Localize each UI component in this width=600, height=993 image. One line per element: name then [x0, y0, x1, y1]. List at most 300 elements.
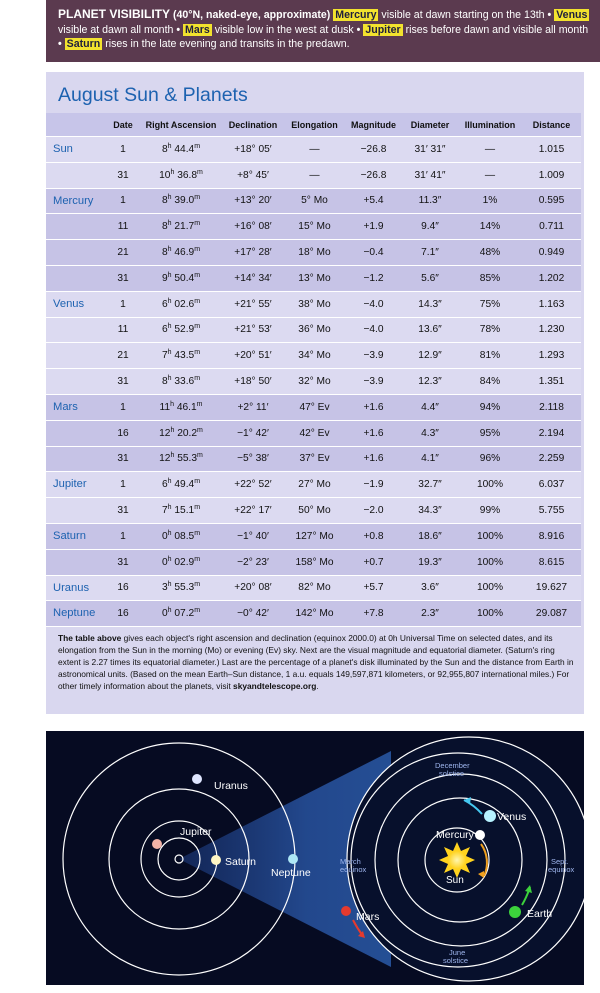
ra-hours: 6	[161, 479, 168, 491]
declination-cell: +18° 50′	[234, 376, 272, 388]
diameter-cell: 2.3″	[421, 608, 439, 620]
magnitude-cell: +1.6	[363, 401, 384, 413]
planet-name: Mars	[53, 400, 78, 413]
banner-mercury: Mercury	[335, 9, 377, 21]
magnitude-cell: +5.4	[363, 195, 384, 207]
ra-cell	[140, 318, 222, 343]
ra-minutes-unit: m	[194, 220, 201, 228]
ra-hours-unit: h	[170, 426, 175, 434]
ra-minutes-unit: m	[194, 504, 201, 512]
ra-cell	[140, 421, 222, 446]
diameter-cell: 14.3″	[418, 298, 442, 310]
elongation-cell: 158° Mo	[295, 556, 334, 568]
ra-minutes: 20.2	[177, 427, 198, 439]
magnitude-cell: −1.9	[363, 479, 384, 491]
label-march-equinox: equinox	[340, 865, 367, 874]
distance-cell: 29.087	[535, 608, 568, 620]
note-lead: The table above	[58, 633, 122, 643]
ra-minutes: 50.4	[174, 272, 195, 284]
illumination-cell: —	[484, 169, 496, 181]
ra-hours-unit: h	[167, 271, 172, 279]
banner-jupiter-text: rises before dawn and visible all month	[405, 23, 589, 36]
ra-minutes-unit: m	[197, 452, 203, 460]
mercury-dot	[475, 830, 485, 840]
note-link[interactable]: skyandtelescope.org	[233, 681, 317, 691]
ra-hours: 10	[159, 169, 171, 181]
elongation-cell: 34° Mo	[298, 350, 331, 362]
orbit-diagram	[46, 731, 584, 985]
ra-minutes: 55.3	[174, 582, 195, 594]
header-cell: Illumination	[464, 119, 516, 130]
ra-hours-unit: h	[170, 168, 175, 176]
diameter-cell: 4.3″	[421, 427, 439, 439]
mars-dot	[341, 906, 351, 916]
distance-cell: 0.711	[539, 221, 564, 233]
ra-minutes: 39.0	[174, 195, 195, 207]
ra-hours-unit: h	[167, 246, 172, 254]
illumination-cell: 84%	[479, 376, 501, 388]
label-june-solstice: solstice	[443, 956, 469, 965]
ra-hours: 12	[159, 453, 171, 465]
ra-hours-unit: h	[170, 400, 174, 408]
ra-hours: 7	[161, 505, 168, 517]
magnitude-cell: −3.9	[363, 376, 384, 388]
distance-cell: 0.949	[538, 247, 565, 259]
distance-cell: 1.202	[538, 272, 565, 284]
ra-hours: 0	[161, 556, 168, 568]
ra-hours-unit: h	[167, 607, 172, 615]
label-mars: Mars	[356, 911, 380, 923]
date-cell: 1	[120, 479, 126, 491]
saturn-dot	[211, 855, 221, 865]
illumination-cell: 100%	[476, 479, 504, 491]
elongation-cell: 36° Mo	[298, 324, 331, 336]
elongation-cell: 37° Ev	[299, 453, 330, 465]
table-row	[46, 576, 581, 602]
table-row	[46, 343, 581, 369]
declination-cell: +21° 53′	[234, 324, 272, 336]
banner-mercury-text: visible at dawn starting on the	[381, 9, 521, 21]
magnitude-cell: +0.8	[363, 530, 384, 542]
diameter-cell: 9.4″	[421, 221, 439, 233]
ra-minutes: 44.4	[174, 143, 195, 155]
header-cell: Declination	[228, 119, 278, 130]
ra-minutes-unit: m	[194, 478, 201, 486]
note-end: .	[316, 681, 319, 691]
neptune-dot	[288, 854, 298, 864]
ra-minutes: 02.6	[174, 298, 195, 310]
table-header-row	[46, 113, 581, 137]
declination-cell: +2° 11′	[237, 401, 269, 413]
ra-minutes-unit: m	[194, 323, 201, 331]
header-cell: Magnitude	[351, 119, 396, 130]
ra-minutes-unit: m	[197, 426, 203, 434]
date-cell: 11	[117, 324, 129, 336]
ra-cell	[140, 576, 222, 601]
ra-hours-unit: h	[167, 220, 172, 228]
ra-hours: 11	[159, 401, 171, 413]
ra-hours-unit: h	[170, 452, 175, 460]
banner-mars-text: visible low in the west at dusk	[214, 23, 354, 36]
illumination-cell: 100%	[476, 608, 504, 620]
illumination-cell: 85%	[479, 272, 501, 284]
earth-dot	[509, 906, 521, 918]
elongation-cell: 42° Ev	[299, 427, 330, 439]
ra-minutes: 21.7	[174, 221, 195, 233]
ra-hours-unit: h	[167, 349, 172, 357]
ra-minutes: 55.3	[177, 453, 198, 465]
declination-cell: −5° 38′	[237, 453, 269, 465]
ra-cell	[140, 137, 222, 162]
ra-hours-unit: h	[167, 504, 172, 512]
ra-hours: 8	[161, 143, 168, 155]
ra-minutes-unit: m	[194, 271, 201, 279]
elongation-cell: —	[309, 143, 320, 155]
ra-minutes-unit: m	[194, 142, 201, 150]
diameter-cell: 4.1″	[421, 453, 439, 465]
diameter-cell: 31′ 41″	[414, 169, 446, 181]
diameter-cell: 18.6″	[418, 530, 442, 542]
distance-cell: 2.118	[539, 401, 564, 413]
banner-separator: •	[356, 23, 361, 36]
magnitude-cell: −3.9	[363, 350, 384, 362]
header-cell: Distance	[532, 119, 571, 130]
orbit-diagram-svg	[46, 731, 584, 985]
magnitude-cell: −1.2	[363, 272, 384, 284]
venus-dot	[484, 810, 496, 822]
ra-hours: 0	[161, 608, 168, 620]
ra-minutes: 33.6	[174, 376, 195, 388]
table-row	[46, 524, 581, 550]
header-cell: Elongation	[291, 119, 338, 130]
label-saturn: Saturn	[225, 856, 256, 868]
illumination-cell: 96%	[479, 453, 501, 465]
distance-cell: 1.015	[538, 143, 565, 155]
ra-cell	[140, 189, 222, 214]
declination-cell: +22° 17′	[234, 505, 272, 517]
label-december-solstice: solstice	[439, 769, 465, 778]
magnitude-cell: −0.4	[363, 247, 384, 259]
ra-hours: 0	[161, 530, 168, 542]
declination-cell: +8° 45′	[237, 169, 269, 181]
diameter-cell: 4.4″	[421, 401, 439, 413]
sun-disk	[448, 851, 466, 869]
date-cell: 1	[120, 143, 126, 155]
ra-hours: 8	[161, 376, 168, 388]
ra-cell	[140, 498, 222, 523]
declination-cell: +21° 55′	[234, 298, 272, 310]
distance-cell: 1.163	[538, 298, 565, 310]
ra-hours: 12	[159, 427, 171, 439]
ra-cell	[140, 601, 222, 626]
diameter-cell: 3.6″	[421, 582, 439, 594]
planet-group-venus	[46, 292, 581, 395]
ra-hours-unit: h	[167, 555, 172, 563]
declination-cell: +20° 08′	[234, 582, 272, 594]
ra-minutes-unit: m	[194, 607, 201, 615]
jupiter-dot	[152, 839, 162, 849]
date-cell: 31	[117, 453, 129, 465]
date-cell: 16	[117, 582, 129, 594]
illumination-cell: 100%	[476, 582, 504, 594]
declination-cell: +14° 34′	[234, 272, 272, 284]
distance-cell: 1.009	[538, 169, 565, 181]
date-cell: 16	[117, 427, 129, 439]
ra-hours: 8	[161, 195, 168, 207]
distance-cell: 0.595	[538, 195, 565, 207]
elongation-cell: 5° Mo	[301, 195, 328, 207]
ra-minutes-unit: m	[194, 375, 201, 383]
ra-hours-unit: h	[167, 529, 172, 537]
ra-minutes-unit: m	[194, 297, 201, 305]
distance-cell: 1.351	[538, 376, 565, 388]
label-december: December	[435, 761, 470, 770]
ra-hours-unit: h	[167, 323, 172, 331]
header-cell: Diameter	[410, 119, 450, 130]
ra-cell	[140, 163, 222, 188]
ra-hours-unit: h	[167, 142, 172, 150]
elongation-cell: 38° Mo	[298, 298, 331, 310]
planet-name: Venus	[53, 297, 85, 310]
magnitude-cell: −26.8	[360, 169, 387, 181]
ra-minutes: 46.1	[176, 401, 197, 413]
ra-minutes-unit: m	[194, 581, 201, 589]
diameter-cell: 5.6″	[421, 272, 439, 284]
ra-cell	[140, 292, 222, 317]
ra-hours-unit: h	[167, 194, 172, 202]
illumination-cell: 99%	[479, 505, 501, 517]
ra-hours: 9	[161, 272, 168, 284]
diameter-cell: 7.1″	[421, 247, 439, 259]
declination-cell: +17° 28′	[234, 247, 272, 259]
elongation-cell: 13° Mo	[298, 272, 331, 284]
table-row	[46, 266, 581, 292]
date-cell: 31	[117, 169, 129, 181]
ra-cell	[140, 343, 222, 368]
planet-table	[46, 113, 581, 627]
declination-cell: +20° 51′	[234, 350, 272, 362]
banner-mars: Mars	[185, 23, 210, 36]
ra-minutes: 15.1	[174, 505, 195, 517]
ra-cell	[140, 472, 222, 497]
magnitude-cell: −26.8	[360, 143, 387, 155]
planet-group-sun	[46, 137, 581, 189]
planet-group-mercury	[46, 189, 581, 292]
illumination-cell: 100%	[476, 556, 504, 568]
illumination-cell: 75%	[479, 298, 501, 310]
ra-minutes: 08.5	[174, 530, 195, 542]
magnitude-cell: +5.7	[363, 582, 384, 594]
declination-cell: +18° 05′	[234, 143, 272, 155]
distance-cell: 19.627	[535, 582, 568, 594]
banner-separator: •	[58, 38, 62, 51]
header-cell: Date	[113, 119, 133, 130]
label-sept-equinox: equinox	[548, 865, 575, 874]
magnitude-cell: −4.0	[363, 324, 384, 336]
ra-minutes: 52.9	[174, 324, 195, 336]
label-march: March	[340, 857, 361, 866]
ra-cell	[140, 214, 222, 239]
date-cell: 21	[117, 247, 129, 259]
ra-hours: 7	[161, 350, 168, 362]
ra-cell	[140, 447, 222, 472]
date-cell: 11	[117, 221, 129, 233]
table-row	[46, 214, 581, 240]
date-cell: 31	[117, 505, 129, 517]
declination-cell: +22° 52′	[234, 479, 272, 491]
planet-name: Saturn	[53, 529, 86, 542]
ra-hours: 3	[161, 582, 168, 594]
diameter-cell: 19.3″	[418, 556, 442, 568]
date-cell: 1	[120, 195, 126, 207]
declination-cell: −2° 23′	[237, 556, 269, 568]
ra-cell	[140, 395, 222, 420]
illumination-cell: 100%	[476, 530, 504, 542]
distance-cell: 1.230	[538, 324, 565, 336]
date-cell: 31	[117, 272, 129, 284]
ra-hours: 6	[161, 324, 168, 336]
illumination-cell: 1%	[482, 195, 498, 207]
banner-lead-note: (40°N, naked-eye, approximate)	[172, 9, 331, 21]
note-text: gives each object's right ascension and declination (equinox 2000.0) at 0h Universal Time on selected dates, and its elongation from the Sun in the morning (Mo) or evening (Ev) sky. Next are the visual magnitude and equatorial diameter. (Saturn's ring extent is 2.27 times its equatorial diameter.) Last are the percentage of a planet's disk illuminated by the Sun and the distance from Earth in astronomical units. (Based on the mean Earth–Sun distance, 1 a.u. equals 149,597,871 kilometers, or 92,955,807 international miles.) For other timely information about the planets, visit	[58, 633, 574, 691]
planet-group-jupiter	[46, 472, 581, 524]
banner-saturn-text: rises in the late evening and transits in the predawn.	[105, 38, 350, 51]
declination-cell: +16° 08′	[234, 221, 272, 233]
ra-cell	[140, 550, 222, 575]
banner-separator: •	[547, 9, 552, 21]
table-row	[46, 163, 581, 189]
magnitude-cell: +7.8	[363, 608, 384, 620]
table-row	[46, 318, 581, 344]
ra-minutes: 36.8	[177, 169, 198, 181]
ra-hours-unit: h	[167, 581, 172, 589]
table-row	[46, 292, 581, 318]
elongation-cell: 127° Mo	[295, 530, 334, 542]
diameter-cell: 11.3″	[418, 195, 442, 207]
declination-cell: +13° 20′	[234, 195, 272, 207]
date-cell: 1	[120, 401, 126, 413]
ra-minutes-unit: m	[194, 529, 201, 537]
planet-name: Uranus	[53, 581, 90, 594]
planet-name: Sun	[53, 143, 73, 155]
distance-cell: 8.615	[538, 556, 565, 568]
ra-hours: 6	[161, 298, 168, 310]
date-cell: 21	[117, 350, 129, 362]
label-sun: Sun	[446, 875, 464, 886]
distance-cell: 6.037	[538, 479, 565, 491]
elongation-cell: 50° Mo	[298, 505, 331, 517]
banner-venus: Venus	[556, 9, 588, 21]
planet-group-neptune	[46, 601, 581, 627]
ra-hours: 8	[161, 247, 168, 259]
ra-minutes: 49.4	[174, 479, 195, 491]
ra-hours-unit: h	[167, 375, 172, 383]
ra-cell	[140, 524, 222, 549]
ra-hours: 8	[161, 221, 168, 233]
label-uranus: Uranus	[214, 780, 248, 792]
elongation-cell: 27° Mo	[298, 479, 331, 491]
table-note	[58, 632, 574, 692]
table-row	[46, 369, 581, 395]
table-row	[46, 472, 581, 498]
table-row	[46, 240, 581, 266]
diameter-cell: 32.7″	[418, 479, 442, 491]
table-title: August Sun & Planets	[58, 84, 248, 106]
label-venus: Venus	[497, 811, 527, 823]
table-row	[46, 498, 581, 524]
planet-name: Neptune	[53, 607, 96, 620]
diameter-cell: 12.3″	[418, 376, 442, 388]
elongation-cell: 32° Mo	[298, 376, 331, 388]
table-row	[46, 447, 581, 473]
banner-venus-text: visible at dawn all month	[58, 23, 174, 36]
illumination-cell: 48%	[479, 247, 501, 259]
table-row	[46, 601, 581, 627]
elongation-cell: 142° Mo	[295, 608, 334, 620]
date-cell: 16	[117, 608, 129, 620]
diameter-cell: 34.3″	[418, 505, 442, 517]
magnitude-cell: +1.6	[363, 453, 384, 465]
elongation-cell: 47° Ev	[299, 401, 330, 413]
elongation-cell: 18° Mo	[298, 247, 331, 259]
label-jupiter: Jupiter	[180, 826, 212, 838]
date-cell: 1	[120, 298, 126, 310]
date-cell: 31	[117, 556, 129, 568]
illumination-cell: 78%	[479, 324, 501, 336]
ra-minutes-unit: m	[194, 246, 201, 254]
magnitude-cell: +1.6	[363, 427, 384, 439]
planet-name: Jupiter	[53, 478, 87, 491]
ra-minutes-unit: m	[194, 555, 201, 563]
illumination-cell: 94%	[479, 401, 501, 413]
distance-cell: 8.916	[538, 530, 565, 542]
ra-hours-unit: h	[167, 297, 172, 305]
illumination-cell: —	[484, 143, 496, 155]
elongation-cell: 82° Mo	[298, 582, 331, 594]
banner-saturn: Saturn	[66, 38, 101, 51]
distance-cell: 2.259	[538, 453, 565, 465]
ra-minutes: 07.2	[174, 608, 195, 620]
planet-group-mars	[46, 395, 581, 472]
uranus-dot	[192, 774, 202, 784]
diameter-cell: 12.9″	[418, 350, 442, 362]
header-cell: Right Ascension	[145, 119, 217, 130]
banner-separator: •	[176, 23, 181, 36]
visibility-banner	[46, 0, 600, 62]
illumination-cell: 81%	[479, 350, 501, 362]
planet-name: Mercury	[53, 194, 94, 207]
planet-group-saturn	[46, 524, 581, 576]
declination-cell: −0° 42′	[237, 608, 269, 620]
banner-lead: PLANET VISIBILITY	[58, 7, 171, 21]
magnitude-cell: +0.7	[363, 556, 384, 568]
date-cell: 1	[120, 530, 126, 542]
table-row	[46, 189, 581, 215]
table-row	[46, 137, 581, 163]
label-earth: Earth	[527, 908, 553, 920]
distance-cell: 1.293	[538, 350, 565, 362]
elongation-cell: —	[309, 169, 320, 181]
magnitude-cell: +1.9	[363, 221, 384, 233]
ra-minutes: 46.9	[174, 247, 195, 259]
illumination-cell: 95%	[479, 427, 501, 439]
ra-hours-unit: h	[167, 478, 172, 486]
label-neptune: Neptune	[271, 867, 311, 879]
ra-minutes-unit: m	[197, 168, 203, 176]
magnitude-cell: −2.0	[363, 505, 384, 517]
diameter-cell: 13.6″	[418, 324, 442, 336]
ra-cell	[140, 240, 222, 265]
